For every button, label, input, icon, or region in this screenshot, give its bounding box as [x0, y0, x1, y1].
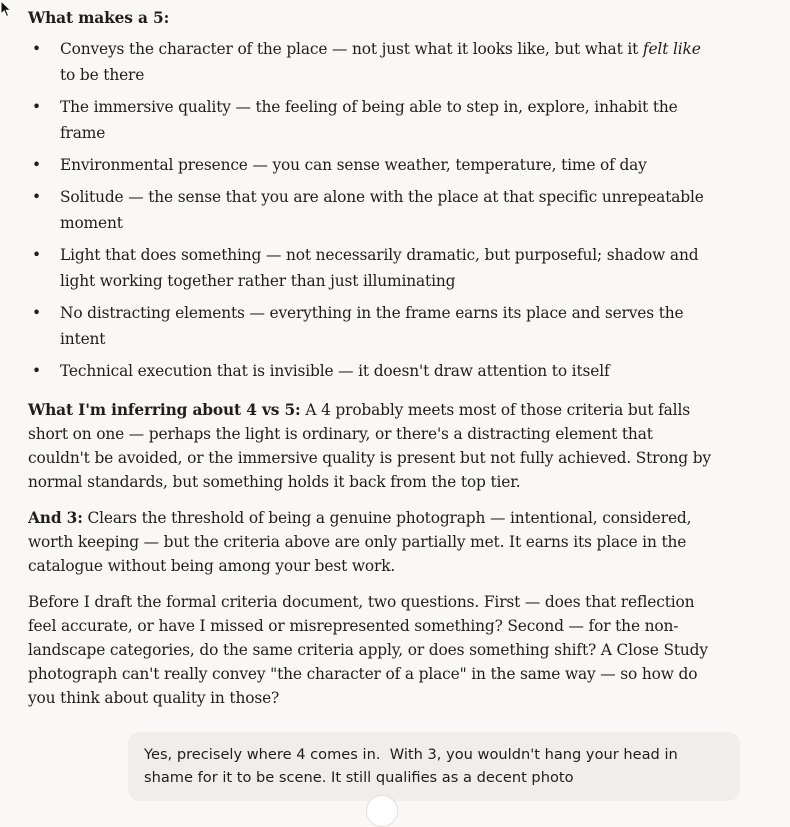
- closing-questions-paragraph: Before I draft the formal criteria document, two questions. First — does that reflection feel accurate, or have I missed or misrepresented something? Second — for the non-landscape categories, do the same criteria apply, or does something shift? A Close Study photograph can't really convey "the character of a place" in the same way — so how do you think about quality in those?: [28, 593, 708, 707]
- inference-paragraph: What I'm inferring about 4 vs 5: A 4 probably meets most of those criteria but falls short on one — perhaps the light is ordinary, or there's a distracting element that couldn't be avoided, or the immersive quality is present but not fully achieved. Strong by normal standards, but something holds it back from the top tier.: [28, 401, 711, 491]
- list-item: • Conveys the character of the place — not just what it looks like, but what it felt like to be there: [28, 36, 718, 88]
- bullet-icon: •: [32, 188, 41, 206]
- inference-lead: What I'm inferring about 4 vs 5:: [28, 401, 301, 419]
- bullet-icon: •: [32, 98, 41, 116]
- mouse-pointer-icon: [0, 0, 14, 18]
- criteria-heading: What makes a 5:: [28, 9, 170, 27]
- score-three-paragraph: And 3: Clears the threshold of being a genuine photograph — intentional, considered, worth keeping — but the criteria above are only partially met. It earns its place in the catalogue without being among your best work.: [28, 509, 692, 575]
- bullet-icon: •: [32, 246, 41, 264]
- criteria-list: [28, 36, 718, 384]
- user-message-bubble: Yes, precisely where 4 comes in. With 3, you wouldn't hang your head in shame for it to be scene. It still qualifies as a decent photo: [128, 732, 740, 801]
- score-three-lead: And 3:: [28, 509, 83, 527]
- list-item: • No distracting elements — everything in the frame earns its place and serves the intent: [28, 300, 718, 352]
- list-item: • Solitude — the sense that you are alone with the place at that specific unrepeatable moment: [28, 184, 718, 236]
- list-item: • Technical execution that is invisible — it doesn't draw attention to itself: [28, 358, 718, 384]
- list-item: • Environmental presence — you can sense weather, temperature, time of day: [28, 152, 718, 178]
- assistant-message: [28, 6, 718, 710]
- bullet-icon: •: [32, 304, 41, 322]
- list-item: • Light that does something — not necessarily dramatic, but purposeful; shadow and light working together rather than just illuminating: [28, 242, 718, 294]
- list-item: • The immersive quality — the feeling of being able to step in, explore, inhabit the frame: [28, 94, 718, 146]
- scroll-to-bottom-button[interactable]: [366, 795, 398, 827]
- bullet-icon: •: [32, 40, 41, 58]
- bullet-icon: •: [32, 156, 41, 174]
- bullet-icon: •: [32, 362, 41, 380]
